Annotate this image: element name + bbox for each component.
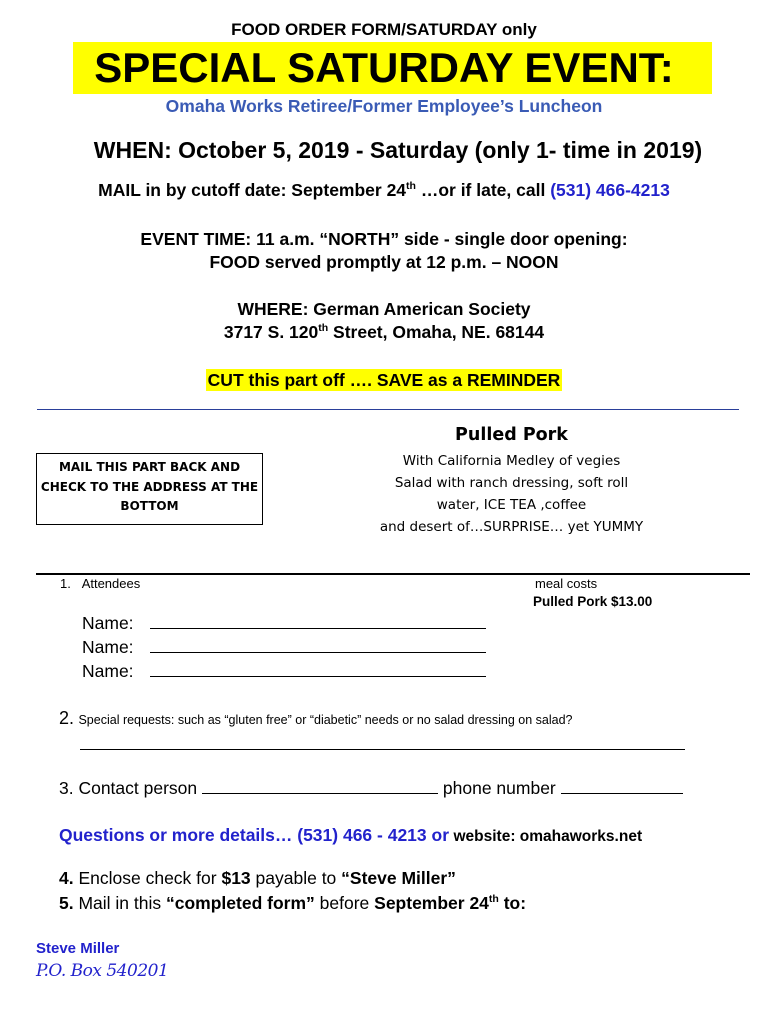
enclose-pre: Enclose check for — [73, 868, 222, 888]
special-requests-text: Special requests: such as “gluten free” or “diabetic” needs or no salad dressing on salad? — [78, 713, 573, 727]
special-requests-number: 2. — [59, 708, 75, 728]
meal-price: Pulled Pork $13.00 — [533, 594, 653, 609]
phone-number-label: phone number — [442, 778, 556, 798]
mail-in-mid: before — [314, 893, 375, 913]
section-divider — [36, 573, 750, 575]
mail-in-number: 5. — [59, 893, 74, 913]
address-name: Steve Miller — [36, 940, 120, 957]
website-text: website: omahaworks.net — [453, 828, 643, 845]
mail-cutoff-sup: th — [406, 180, 416, 193]
special-requests-line — [59, 708, 573, 729]
mail-in-pre: Mail in this — [73, 893, 166, 913]
mail-in-date: September 24 — [374, 893, 489, 913]
check-amount: $13 — [221, 868, 251, 888]
attendee-name-label: Name: — [82, 613, 134, 633]
phone-number-field[interactable] — [561, 777, 683, 794]
menu-items — [360, 450, 663, 538]
attendee-name-field[interactable] — [150, 612, 486, 629]
questions-line — [59, 825, 642, 846]
where-label: WHERE: — [237, 299, 309, 319]
address-sup: th — [318, 322, 329, 335]
menu-item: With California Medley of vegies — [402, 453, 621, 469]
when-line: WHEN: October 5, 2019 - Saturday (only 1- time in 2019) — [93, 137, 703, 163]
mail-back-box — [36, 453, 263, 525]
contact-line — [59, 777, 683, 799]
where-line — [0, 299, 768, 320]
attendee-name-row — [82, 612, 486, 634]
mail-cutoff-suffix: …or if late, call — [415, 180, 551, 200]
where-venue: German American Society — [308, 299, 531, 319]
event-title: SPECIAL SATURDAY EVENT: — [94, 44, 674, 91]
menu-item: water, ICE TEA ,coffee — [436, 497, 587, 513]
attendee-name-label: Name: — [82, 637, 134, 657]
mail-cutoff-text: MAIL in by cutoff date: September 24 — [98, 180, 407, 200]
event-time-line: EVENT TIME: 11 a.m. “NORTH” side - single door opening: — [140, 229, 628, 249]
enclose-mid: payable to — [250, 868, 342, 888]
mail-in-date-sup: th — [488, 893, 499, 906]
cut-notice: CUT this part off …. SAVE as a REMINDER — [207, 370, 561, 390]
mail-box-line-1: MAIL THIS PART BACK AND — [58, 460, 241, 474]
contact-person-label: 3. Contact person — [59, 778, 198, 798]
attendee-name-label: Name: — [82, 661, 134, 681]
address-street-suffix: Street, Omaha, NE. 68144 — [328, 322, 545, 342]
enclose-check-line — [59, 868, 456, 889]
address-street-prefix: 3717 S. 120 — [223, 322, 319, 342]
attendee-name-field[interactable] — [150, 636, 486, 653]
late-phone-number: (531) 466-4213 — [550, 180, 670, 200]
form-title: FOOD ORDER FORM/SATURDAY only — [231, 20, 537, 39]
mail-box-line-3: BOTTOM — [120, 499, 179, 513]
address-po-box: P.O. Box 540201 — [36, 961, 169, 981]
attendee-name-row — [82, 660, 486, 682]
mail-in-end: to: — [498, 893, 527, 913]
questions-text: Questions or more details… (531) 466 - 4213 or — [59, 825, 450, 845]
cut-line — [37, 409, 739, 410]
cut-notice-wrap — [0, 370, 768, 391]
attendees-number: 1. — [60, 576, 71, 591]
attendee-name-field[interactable] — [150, 660, 486, 677]
menu-item: Salad with ranch dressing, soft roll — [394, 475, 629, 491]
attendees-label: Attendees — [81, 576, 141, 591]
meal-costs-label: meal costs — [535, 576, 598, 591]
mail-box-line-2: CHECK TO THE ADDRESS AT THE — [40, 479, 259, 494]
mail-cutoff-line — [0, 180, 768, 201]
contact-person-field[interactable] — [202, 777, 438, 794]
menu-item: and desert of…SURPRISE… yet YUMMY — [379, 519, 644, 535]
food-served-line: FOOD served promptly at 12 p.m. – NOON — [209, 252, 559, 272]
event-subtitle: Omaha Works Retiree/Former Employee’s Luncheon — [165, 96, 603, 116]
attendees-heading — [60, 576, 140, 591]
payee-name: “Steve Miller” — [341, 868, 456, 888]
where-address — [0, 322, 768, 343]
attendee-name-row — [82, 636, 486, 658]
completed-form-text: “completed form” — [166, 893, 315, 913]
enclose-number: 4. — [59, 868, 74, 888]
mail-in-line — [59, 893, 526, 914]
menu-title: Pulled Pork — [455, 425, 568, 445]
special-requests-field[interactable] — [80, 733, 685, 750]
